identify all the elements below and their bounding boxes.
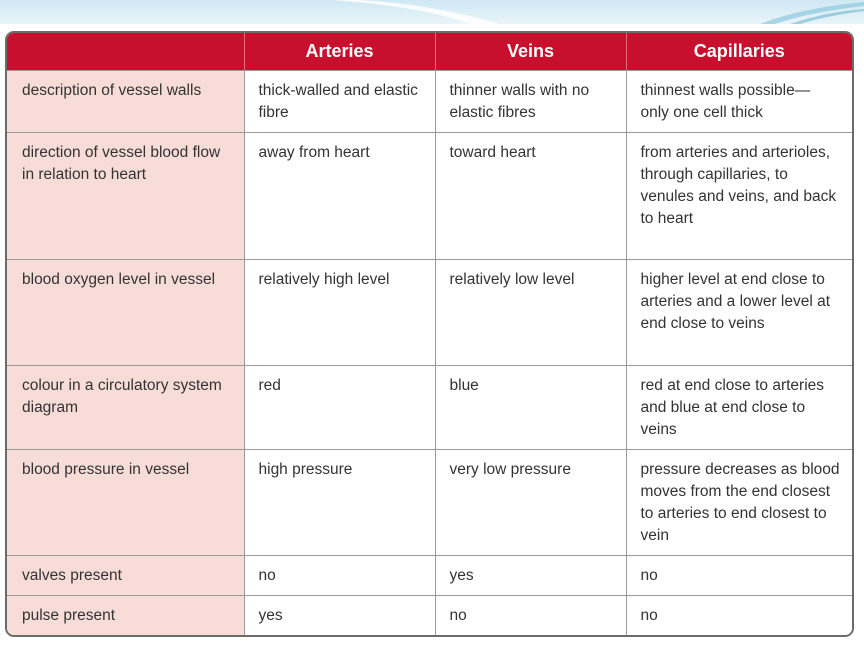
capillaries-cell: from arteries and arterioles, through capillaries, to venules and veins, and back to heart: [626, 133, 852, 260]
header-blank-cell: [7, 33, 244, 71]
capillaries-cell: red at end close to arteries and blue at end close to veins: [626, 366, 852, 450]
arteries-cell: no: [244, 556, 435, 596]
table-row: [7, 450, 852, 556]
row-label: valves present: [7, 556, 244, 596]
row-label: direction of vessel blood flow in relation to heart: [7, 133, 244, 260]
arteries-cell: yes: [244, 596, 435, 636]
arteries-cell: high pressure: [244, 450, 435, 556]
comparison-table-container: [5, 31, 854, 637]
header-row: [7, 33, 852, 71]
table-row: [7, 260, 852, 366]
capillaries-cell: no: [626, 556, 852, 596]
header-veins: Veins: [435, 33, 626, 71]
banner-swoosh: [0, 0, 864, 24]
header-capillaries: Capillaries: [626, 33, 852, 71]
arteries-cell: red: [244, 366, 435, 450]
table-row: [7, 133, 852, 260]
veins-cell: no: [435, 596, 626, 636]
blood-vessel-comparison-table: [7, 33, 852, 636]
table-row: [7, 556, 852, 596]
row-label: colour in a circulatory system diagram: [7, 366, 244, 450]
header-arteries: Arteries: [244, 33, 435, 71]
veins-cell: thinner walls with no elastic fibres: [435, 71, 626, 133]
table-row: [7, 71, 852, 133]
veins-cell: blue: [435, 366, 626, 450]
arteries-cell: away from heart: [244, 133, 435, 260]
table-row: [7, 596, 852, 636]
row-label: blood oxygen level in vessel: [7, 260, 244, 366]
veins-cell: yes: [435, 556, 626, 596]
top-banner: [0, 0, 864, 24]
table-row: [7, 366, 852, 450]
arteries-cell: thick-walled and elastic fibre: [244, 71, 435, 133]
row-label: pulse present: [7, 596, 244, 636]
row-label: description of vessel walls: [7, 71, 244, 133]
capillaries-cell: pressure decreases as blood moves from the end closest to arteries to end closest to vein: [626, 450, 852, 556]
capillaries-cell: no: [626, 596, 852, 636]
row-label: blood pressure in vessel: [7, 450, 244, 556]
veins-cell: toward heart: [435, 133, 626, 260]
capillaries-cell: thinnest walls possible— only one cell thick: [626, 71, 852, 133]
capillaries-cell: higher level at end close to arteries and a lower level at end close to veins: [626, 260, 852, 366]
arteries-cell: relatively high level: [244, 260, 435, 366]
veins-cell: very low pressure: [435, 450, 626, 556]
veins-cell: relatively low level: [435, 260, 626, 366]
